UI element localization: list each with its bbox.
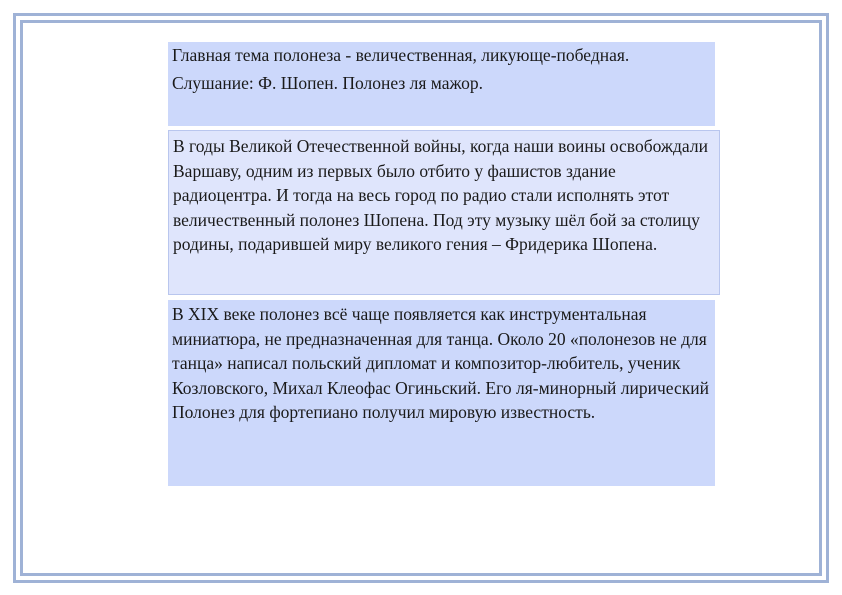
history-warsaw-text-block <box>168 130 720 295</box>
oginski-text: В XIX веке полонез всё чаще появляется как инструментальная миниатюра, не предназначенная для танца. Около 20 «полонезов не для танца» написал польский дипломат и композитор-любитель, ученик Козловского, Михал Клеофас Огиньский. Его ля-минорный лирический Полонез для фортепиано получил мировую известность. <box>172 304 709 422</box>
theme-text: Главная тема полонеза - величественная, ликующе-победная. <box>172 45 630 65</box>
theme-text-block <box>168 42 715 126</box>
listening-text: Слушание: Ф. Шопен. Полонез ля мажор. <box>172 72 484 93</box>
history-warsaw-text: В годы Великой Отечественной войны, когда наши воины освобождали Варшаву, одним из первых было отбито у фашистов здание радиоцентра. И тогда на весь город по радио стали исполнять этот величественный полонез Шопена. Под эту музыку шёл бой за столицу родины, подарившей миру великого гения – Фридерика Шопена. <box>173 136 708 254</box>
oginski-text-block <box>168 300 715 486</box>
